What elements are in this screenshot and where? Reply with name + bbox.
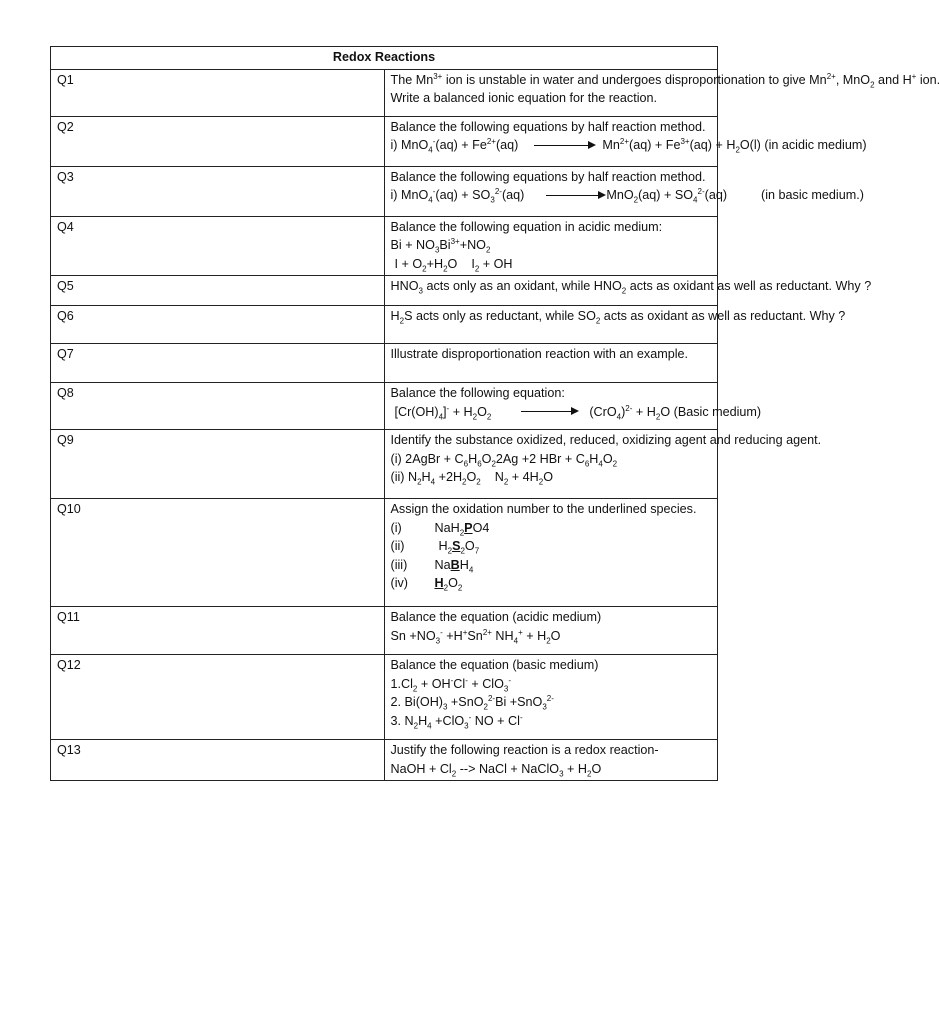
list-item	[391, 537, 712, 556]
subscript: 6	[477, 459, 482, 469]
text: + 4H	[508, 470, 539, 484]
question-row-q10	[51, 499, 718, 607]
question-row-q6	[51, 306, 718, 344]
reaction-arrow-icon	[534, 141, 596, 151]
question-number: Q12	[51, 655, 385, 740]
subscript: 2	[447, 546, 453, 556]
equation-line	[391, 236, 712, 255]
question-number: Q7	[51, 344, 385, 383]
redox-questions-table	[50, 46, 940, 781]
question-number: Q1	[51, 69, 385, 116]
superscript: 3+	[680, 136, 690, 146]
subscript: 2	[633, 195, 639, 205]
text: + O	[398, 256, 423, 271]
superscript: -	[468, 712, 472, 722]
subscript: 2	[491, 459, 496, 469]
reaction-arrow-icon	[521, 407, 579, 417]
text: O	[481, 451, 492, 466]
text: (aq) + SO	[435, 188, 491, 202]
question-text	[384, 216, 718, 276]
text: Sn	[467, 628, 483, 643]
text: O	[591, 761, 602, 776]
text: H	[418, 713, 428, 728]
subscript: 3	[542, 702, 547, 712]
question-row-q5	[51, 276, 718, 306]
text: Na	[434, 557, 451, 572]
question-text	[384, 740, 718, 781]
table-title-row	[51, 47, 718, 70]
question-row-q3	[51, 166, 718, 216]
text: Cl	[453, 676, 466, 691]
subscript: 2	[443, 264, 448, 274]
question-line: Balance the equation (basic medium)	[390, 658, 599, 672]
subscript: 4	[428, 145, 433, 155]
question-line	[390, 71, 940, 90]
superscript: 2+	[826, 71, 836, 81]
question-text	[384, 383, 762, 430]
underlined-species: S	[452, 539, 461, 553]
question-row-q1	[51, 69, 718, 116]
equation-line	[390, 136, 867, 155]
text: I	[471, 256, 475, 271]
text: + OH	[479, 256, 513, 271]
text: O	[448, 576, 458, 590]
subscript: 2	[460, 546, 465, 556]
question-number: Q9	[51, 430, 385, 499]
question-number: Q5	[51, 276, 385, 306]
question-number: Q2	[51, 116, 385, 166]
question-number: Q10	[51, 499, 385, 607]
superscript: -	[508, 675, 512, 685]
subscript: 2	[483, 702, 488, 712]
question-line: Balance the following equations by half reaction method.	[390, 119, 706, 134]
subscript: 2	[459, 528, 465, 538]
text: +H	[442, 628, 463, 643]
superscript: -	[440, 627, 443, 637]
text: O (Basic medium)	[660, 404, 762, 419]
text: H	[438, 539, 448, 553]
subscript: 2	[870, 80, 875, 90]
subscript: 2	[474, 264, 480, 274]
question-number: Q4	[51, 216, 385, 276]
subscript: 3	[464, 721, 469, 731]
text: S acts only as reductant, while SO	[404, 309, 596, 323]
subscript: 3	[435, 636, 441, 646]
text: i) MnO	[390, 188, 429, 202]
text: + H	[449, 404, 473, 419]
superscript: 2+	[486, 136, 496, 146]
subscript: 4	[598, 459, 603, 469]
question-line	[390, 307, 846, 326]
text: i) MnO	[390, 138, 429, 152]
text: 2. Bi(OH)	[390, 695, 443, 709]
subscript: 2	[621, 286, 627, 296]
equation-line	[391, 627, 712, 646]
item-label: (iii)	[390, 557, 408, 572]
subscript: 7	[474, 546, 480, 556]
text: +2H	[435, 470, 463, 484]
equation-line	[391, 255, 712, 274]
text: O	[447, 256, 458, 271]
text: O(l) (in acidic medium)	[739, 138, 867, 152]
superscript: -	[450, 675, 454, 685]
text: + OH	[417, 676, 451, 691]
text: +SnO	[447, 695, 484, 709]
superscript: 2-	[625, 403, 633, 413]
text: + H	[522, 628, 547, 643]
question-line: Identify the substance oxidized, reduced, oxidizing agent and reducing agent.	[390, 433, 822, 447]
question-line: Illustrate disproportionation reaction with an example.	[390, 347, 689, 361]
text: (aq) + Fe	[629, 138, 681, 152]
subscript: 2	[486, 412, 492, 422]
subscript: 2	[422, 264, 427, 274]
subscript: 2	[655, 412, 661, 422]
text: NO + Cl	[471, 713, 520, 728]
superscript: +	[518, 627, 523, 637]
text: [Cr(OH)	[394, 404, 439, 419]
question-line: Balance the following equation in acidic medium:	[390, 219, 663, 234]
subscript: 4	[430, 477, 436, 487]
text: O	[477, 404, 487, 419]
question-text	[384, 276, 872, 306]
text: acts only as an oxidant, while HNO	[422, 279, 622, 293]
text: 2Ag +2 HBr + C	[495, 451, 585, 466]
question-number: Q6	[51, 306, 385, 344]
subscript: 4	[428, 195, 433, 205]
text: + H	[632, 404, 656, 419]
subscript: 2	[399, 316, 405, 326]
equation-line	[391, 450, 712, 469]
subscript: 2	[451, 769, 457, 779]
text: (in basic medium.)	[761, 188, 864, 202]
question-line: Justify the following reaction is a redox reaction-	[390, 743, 659, 757]
text: (aq)	[501, 188, 525, 202]
page-title: Redox Reactions	[51, 47, 718, 70]
text: , MnO	[835, 72, 871, 87]
text: I	[394, 256, 398, 271]
superscript: 3+	[450, 236, 460, 246]
superscript: 2+	[619, 136, 630, 146]
superscript: -	[432, 186, 436, 196]
question-row-q13	[51, 740, 718, 781]
subscript: 6	[584, 459, 590, 469]
superscript: 2+	[482, 627, 492, 637]
underlined-species: B	[450, 557, 460, 572]
text: O	[543, 470, 554, 484]
text: (aq) + SO	[638, 188, 694, 202]
question-number: Q13	[51, 740, 385, 781]
question-line: Balance the equation (acidic medium)	[390, 610, 602, 624]
equation-line	[391, 693, 712, 712]
subscript: 2	[413, 721, 419, 731]
subscript: 2	[476, 477, 481, 487]
question-text	[384, 430, 822, 499]
subscript: 2	[735, 145, 740, 155]
text: 3. N	[390, 713, 414, 728]
question-text	[384, 655, 718, 740]
subscript: 2	[472, 412, 478, 422]
text: +ClO	[431, 713, 465, 728]
text: (aq) + Fe	[435, 138, 487, 152]
question-text	[384, 499, 718, 607]
superscript: -	[432, 136, 436, 146]
text: NaOH + Cl	[390, 761, 452, 776]
superscript: +	[462, 627, 468, 637]
question-row-q4	[51, 216, 718, 276]
text: and H	[874, 72, 912, 87]
text: )	[621, 404, 626, 419]
subscript: 2	[412, 684, 418, 694]
question-row-q7	[51, 344, 718, 383]
question-text	[384, 166, 864, 216]
subscript: 4	[513, 636, 519, 646]
text: H	[459, 557, 469, 572]
question-line: Assign the oxidation number to the underlined species.	[390, 502, 697, 516]
text: (i) 2AgBr + C	[390, 451, 464, 466]
text: O	[550, 628, 561, 643]
superscript: -	[446, 403, 450, 413]
equation-line	[391, 760, 712, 779]
text: + H	[563, 761, 587, 776]
superscript: -	[519, 712, 523, 722]
text: O	[466, 470, 477, 484]
text: The Mn	[390, 72, 434, 87]
subscript: 3	[442, 702, 448, 712]
text: +NO	[459, 238, 486, 252]
text: +H	[426, 256, 444, 271]
text: O4	[472, 520, 490, 535]
superscript: +	[911, 71, 917, 81]
question-line	[390, 277, 872, 296]
text: Sn +NO	[390, 628, 436, 643]
superscript: 2-	[546, 693, 554, 703]
item-label: (i)	[390, 520, 402, 535]
subscript: 2	[485, 245, 491, 255]
superscript: 2-	[494, 186, 502, 196]
question-line: Write a balanced ionic equation for the reaction.	[390, 91, 657, 105]
list-item	[391, 556, 712, 575]
text: ion.	[916, 72, 940, 87]
question-row-q8	[51, 383, 718, 430]
text: HNO	[390, 279, 419, 293]
text: H	[468, 451, 478, 466]
equation-line	[391, 468, 712, 487]
text: (aq)	[495, 138, 519, 152]
subscript: 3	[559, 769, 564, 779]
text: Mn	[602, 138, 620, 152]
subscript: 2	[538, 477, 544, 487]
subscript: 2	[595, 316, 601, 326]
text: (aq) + H	[689, 138, 736, 152]
question-line: Balance the following equations by half reaction method.	[390, 169, 706, 184]
text: H	[390, 309, 400, 323]
item-label: (ii)	[390, 539, 405, 553]
question-text	[384, 116, 867, 166]
underlined-species: P	[464, 520, 473, 535]
item-label: (iv)	[390, 576, 408, 590]
text: H	[589, 451, 599, 466]
subscript: 4	[438, 412, 444, 422]
text: NH	[491, 628, 514, 643]
subscript: 4	[616, 412, 622, 422]
text: (ii) N	[390, 470, 418, 484]
text: (aq)	[704, 188, 728, 202]
question-number: Q11	[51, 607, 385, 655]
text: --> NaCl + NaClO	[456, 761, 560, 776]
text: N	[494, 470, 504, 484]
subscript: 2	[503, 477, 509, 487]
text: acts as oxidant as well as reductant. Why ?	[600, 309, 846, 323]
subscript: 4	[693, 195, 698, 205]
question-text	[384, 344, 718, 383]
superscript: 3+	[433, 71, 443, 81]
superscript: -	[465, 675, 468, 685]
text: H	[421, 470, 431, 484]
question-number: Q8	[51, 383, 385, 430]
underlined-species: H	[434, 576, 444, 590]
text: (CrO	[589, 404, 617, 419]
text: O	[602, 451, 613, 466]
subscript: 2	[457, 583, 463, 593]
text: + ClO	[467, 676, 504, 691]
subscript: 4	[427, 721, 432, 731]
text: ion is unstable in water and undergoes disproportionation to give Mn	[442, 72, 827, 87]
text: O	[464, 539, 475, 553]
question-text	[384, 607, 718, 655]
equation-line	[391, 712, 712, 731]
subscript: 3	[418, 286, 423, 296]
superscript: 2-	[487, 693, 496, 703]
text: Bi	[439, 238, 451, 252]
question-text	[384, 69, 940, 116]
text: Bi + NO	[390, 238, 435, 252]
text: MnO	[606, 188, 634, 202]
subscript: 2	[462, 477, 467, 487]
subscript: 4	[468, 565, 474, 575]
subscript: 6	[463, 459, 469, 469]
subscript: 3	[434, 245, 440, 255]
list-item	[391, 574, 712, 593]
question-row-q11	[51, 607, 718, 655]
equation-line	[391, 403, 762, 422]
subscript: 2	[417, 477, 422, 487]
question-number: Q3	[51, 166, 385, 216]
equation-line	[390, 186, 864, 205]
question-row-q12	[51, 655, 718, 740]
question-row-q2	[51, 116, 718, 166]
subscript: 2	[612, 459, 618, 469]
superscript: 2-	[697, 186, 705, 196]
subscript: 3	[503, 684, 509, 694]
question-line: Balance the following equation:	[390, 386, 565, 400]
text: 1.Cl	[390, 676, 413, 691]
question-row-q9	[51, 430, 718, 499]
subscript: 2	[443, 583, 449, 593]
list-item	[391, 519, 712, 538]
equation-line	[391, 675, 712, 694]
text: acts as oxidant as well as reductant. Why ?	[626, 279, 872, 293]
subscript: 3	[490, 195, 495, 205]
reaction-arrow-icon	[546, 191, 606, 201]
subscript: 2	[586, 769, 592, 779]
text: ]	[443, 404, 447, 419]
text: Bi +SnO	[495, 695, 543, 709]
question-text	[384, 306, 846, 344]
text: NaH	[434, 520, 460, 535]
subscript: 2	[546, 636, 551, 646]
